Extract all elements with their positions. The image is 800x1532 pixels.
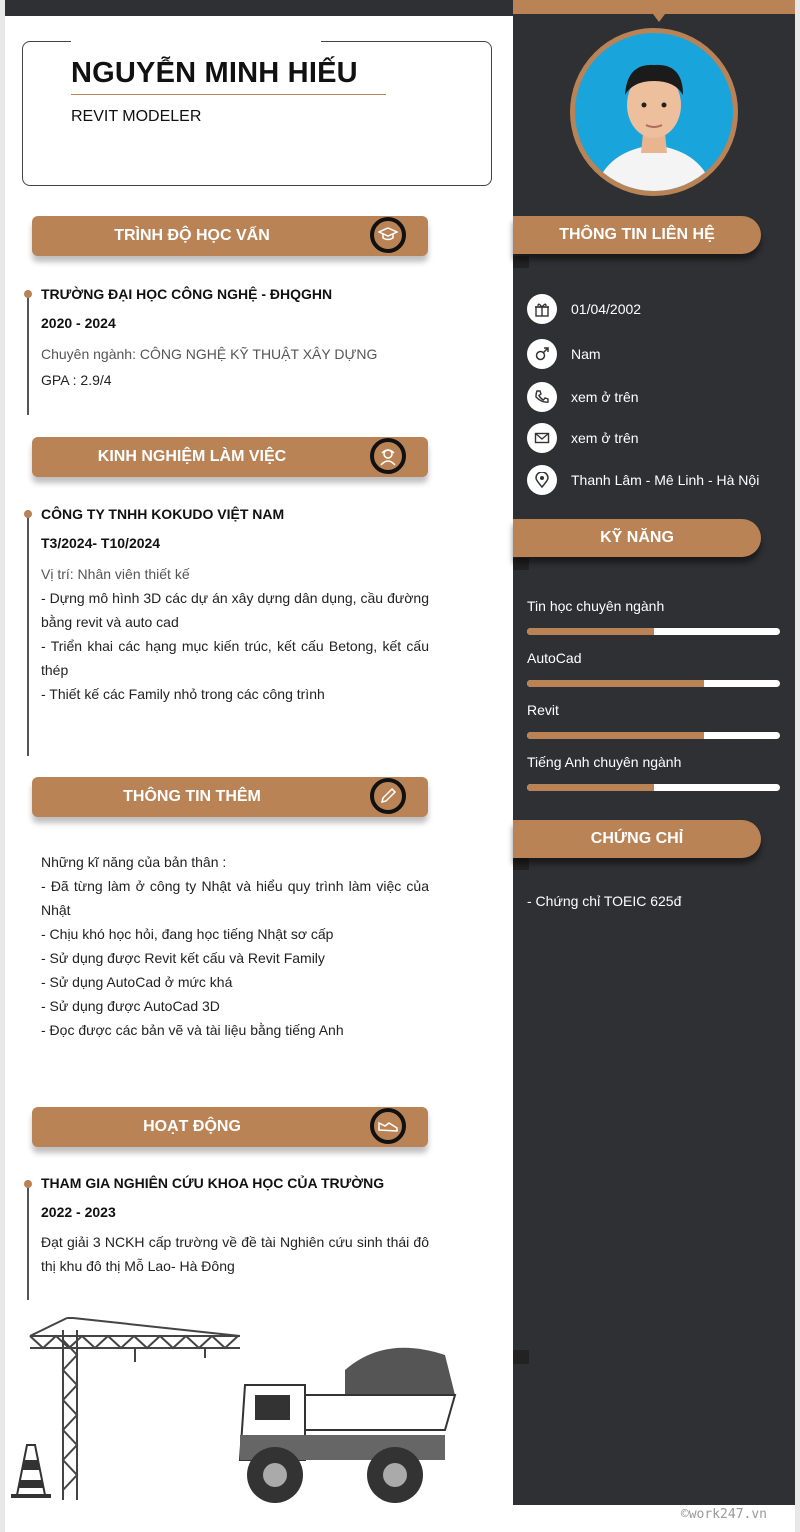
contact-birthday: [527, 294, 641, 324]
gift-icon: [527, 294, 557, 324]
avatar: [570, 28, 738, 196]
cv-page: [5, 0, 795, 1532]
pencil-icon: [370, 778, 406, 814]
sidebar-top-strip: [513, 0, 795, 14]
education-dot: [24, 290, 32, 298]
extra-line: - Chịu khó học hỏi, đang học tiếng Nhật sơ cấp: [41, 926, 334, 942]
activities-header: [32, 1107, 428, 1147]
activity-years: 2022 - 2023: [41, 1204, 116, 1220]
skill-name: Tin học chuyên ngành: [527, 598, 665, 614]
certificate-item: - Chứng chỉ TOEIC 625đ: [527, 893, 682, 909]
experience-title: KINH NGHIỆM LÀM VIỆC: [97, 448, 287, 465]
activity-desc: Đạt giải 3 NCKH cấp trường về đề tài Nghiên cứu sinh thái đô thị khu đô thị Mỗ Lao- Hà Đông: [41, 1234, 429, 1274]
experience-header: [32, 437, 428, 477]
skill-bar-fill: [527, 784, 654, 791]
dump-truck: [240, 1348, 455, 1503]
phone-icon: [527, 382, 557, 412]
skill-name: Revit: [527, 702, 559, 718]
experience-period: T3/2024- T10/2024: [41, 535, 161, 551]
watermark: ©work247.vn: [680, 1507, 767, 1522]
contact-phone: [527, 382, 639, 412]
worker-icon: [370, 438, 406, 474]
experience-position: Vị trí: Nhân viên thiết kế: [41, 566, 190, 582]
traffic-cone: [11, 1445, 51, 1496]
experience-entry: [41, 506, 429, 706]
education-title: TRÌNH ĐỘ HỌC VẤN: [114, 227, 270, 244]
extra-line: - Đã từng làm ở công ty Nhật và hiểu quy trình làm việc của Nhật: [41, 878, 429, 918]
construction-illustration: [5, 1300, 465, 1510]
certificates-header: CHỨNG CHỈ: [513, 820, 761, 858]
extra-entry: [41, 850, 429, 1042]
school-name: TRƯỜNG ĐẠI HỌC CÔNG NGHỆ - ĐHQGHN: [41, 286, 333, 302]
gender-icon: [527, 339, 557, 369]
skill-bar-fill: [527, 628, 654, 635]
activities-title: HOẠT ĐỘNG: [143, 1118, 241, 1135]
contact-value: 01/04/2002: [571, 301, 642, 317]
activities-timeline: [27, 1180, 29, 1300]
sidebar-arrow: [653, 14, 665, 22]
duty-line: - Triển khai các hạng mục kiến trúc, kết cấu Betong, kết cấu thép: [41, 638, 429, 678]
experience-timeline: [27, 510, 29, 756]
name-box: [22, 41, 492, 186]
decor-square: [513, 1350, 529, 1364]
contact-email: [527, 423, 639, 453]
skill-name: AutoCad: [527, 650, 582, 666]
skills-header: KỸ NĂNG: [513, 519, 761, 557]
contact-value: Thanh Lâm - Mê Linh - Hà Nội: [571, 472, 760, 488]
duty-line: - Thiết kế các Family nhỏ trong các công trình: [41, 686, 325, 702]
education-years: 2020 - 2024: [41, 315, 116, 331]
duty-line: - Dựng mô hình 3D các dự án xây dựng dân dụng, cầu đường bằng revit và auto cad: [41, 590, 429, 630]
full-name: NGUYỄN MINH HIẾU: [71, 57, 358, 89]
sidebar: [513, 0, 795, 1505]
extra-line: Những kĩ năng của bản thân :: [41, 854, 227, 870]
contact-address: [527, 465, 759, 495]
activities-dot: [24, 1180, 32, 1188]
skill-bar-fill: [527, 680, 704, 687]
education-entry: [41, 286, 429, 392]
contact-gender: [527, 339, 601, 369]
extra-line: - Đọc được các bản vẽ và tài liệu bằng tiếng Anh: [41, 1022, 344, 1038]
name-underline: [71, 94, 386, 95]
education-header: [32, 216, 428, 256]
education-major: Chuyên ngành: CÔNG NGHỆ KỸ THUẬT XÂY DỰNG: [41, 346, 378, 362]
mail-icon: [527, 423, 557, 453]
extra-line: - Sử dụng được AutoCad 3D: [41, 998, 220, 1014]
company-name: CÔNG TY TNHH KOKUDO VIỆT NAM: [41, 506, 285, 522]
experience-dot: [24, 510, 32, 518]
job-title: REVIT MODELER: [71, 108, 202, 125]
contact-value: xem ở trên: [571, 389, 639, 405]
contact-header: THÔNG TIN LIÊN HỆ: [513, 216, 761, 254]
extra-title: THÔNG TIN THÊM: [123, 788, 261, 805]
activity-name: THAM GIA NGHIÊN CỨU KHOA HỌC CỦA TRƯỜNG: [41, 1175, 385, 1191]
extra-header: [32, 777, 428, 817]
skill-bar: [527, 628, 780, 635]
top-bar: [5, 0, 513, 16]
education-gpa: GPA : 2.9/4: [41, 372, 112, 388]
education-timeline: [27, 290, 29, 415]
shoe-icon: [370, 1108, 406, 1144]
skill-bar: [527, 732, 780, 739]
contact-value: xem ở trên: [571, 430, 639, 446]
skill-bar: [527, 680, 780, 687]
extra-line: - Sử dụng được Revit kết cấu và Revit Family: [41, 950, 325, 966]
contact-value: Nam: [571, 346, 601, 362]
location-icon: [527, 465, 557, 495]
tower-crane: [30, 1318, 240, 1500]
skill-bar: [527, 784, 780, 791]
graduation-cap-icon: [370, 217, 406, 253]
extra-line: - Sử dụng AutoCad ở mức khá: [41, 974, 233, 990]
skill-bar-fill: [527, 732, 704, 739]
activities-entry: [41, 1175, 429, 1278]
skill-name: Tiếng Anh chuyên ngành: [527, 754, 682, 770]
